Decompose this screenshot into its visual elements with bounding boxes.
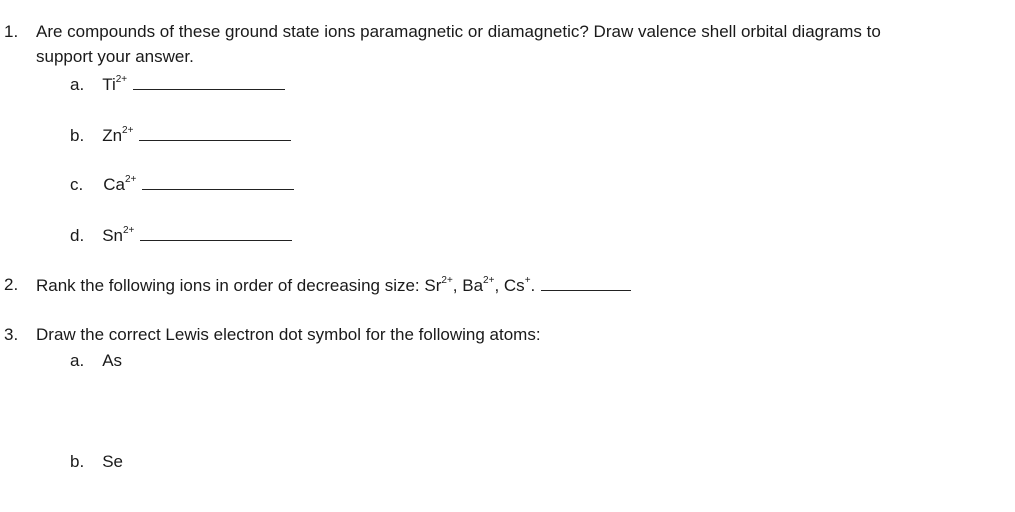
ion-charge: 2+ xyxy=(124,174,137,186)
q2-number: 2. xyxy=(4,275,19,294)
answer-blank-d[interactable] xyxy=(140,225,292,241)
q2-text: Rank the following ions in order of decreasing size: xyxy=(36,276,425,295)
ion-symbol: Cs xyxy=(503,276,525,295)
period: . xyxy=(530,276,536,295)
answer-blank-c[interactable] xyxy=(142,174,294,190)
ion-symbol: Zn xyxy=(102,126,123,145)
q1-number: 1. xyxy=(4,22,19,41)
q1-text-line2: support your answer. xyxy=(36,47,194,66)
q1-item-letter: a. xyxy=(70,75,85,94)
answer-blank-a[interactable] xyxy=(133,74,285,90)
answer-blank-b[interactable] xyxy=(139,125,291,141)
separator: , xyxy=(494,276,504,295)
ion-symbol: Ba xyxy=(462,276,484,295)
q3-item-letter: a. xyxy=(70,351,85,370)
q1-item-d xyxy=(70,225,292,246)
ion-symbol: Sn xyxy=(102,226,123,245)
q1-item-c xyxy=(70,174,294,195)
q3-number: 3. xyxy=(4,325,19,344)
q1-text-line1: Are compounds of these ground state ions paramagnetic or diamagnetic? Draw valence shell orbital diagrams to xyxy=(36,22,881,41)
ion-charge: 2+ xyxy=(115,74,128,86)
q1-item-letter: b. xyxy=(70,126,85,145)
q3-item-b xyxy=(70,452,123,472)
q1-item-letter: c. xyxy=(70,175,84,194)
ion-charge: 2+ xyxy=(441,275,453,287)
ion-charge: 2+ xyxy=(122,225,135,237)
q2-line xyxy=(36,275,631,296)
ion-symbol: Ca xyxy=(103,175,125,194)
q3-item-letter: b. xyxy=(70,452,85,471)
q1-item-b xyxy=(70,125,291,146)
q3-text: Draw the correct Lewis electron dot symbol for the following atoms: xyxy=(36,325,541,344)
answer-blank-q2[interactable] xyxy=(541,275,631,291)
atom-symbol: Se xyxy=(102,452,123,471)
separator: , xyxy=(452,276,463,295)
ion-charge: + xyxy=(524,275,531,287)
ion-charge: 2+ xyxy=(483,275,495,287)
q1-item-letter: d. xyxy=(70,226,85,245)
ion-symbol: Sr xyxy=(424,276,442,295)
ion-symbol: Ti xyxy=(102,75,116,94)
q1-item-a xyxy=(70,74,285,95)
atom-symbol: As xyxy=(102,351,123,370)
ion-charge: 2+ xyxy=(122,125,134,137)
q3-item-a xyxy=(70,351,122,371)
